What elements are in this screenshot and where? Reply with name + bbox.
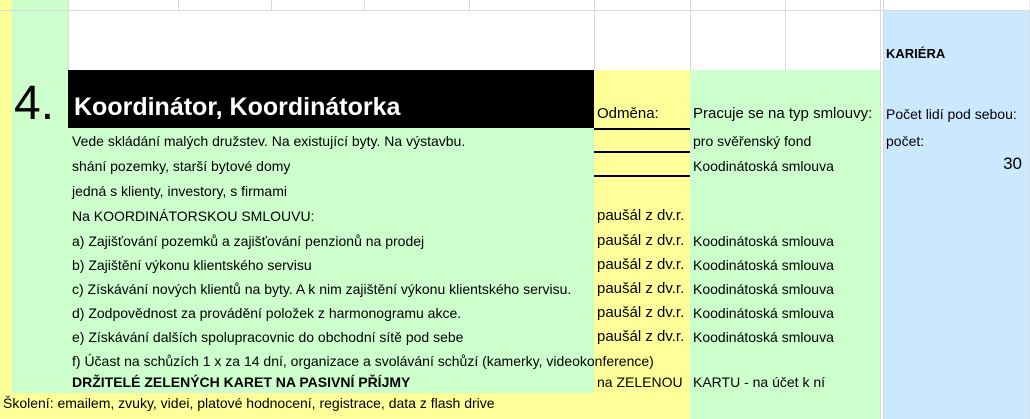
contract-header: Pracuje se na typ smlouvy:: [693, 105, 873, 122]
holders-text: DRŽITELÉ ZELENÝCH KARET NA PASIVNÍ PŘÍJMY: [72, 374, 411, 390]
row-contract: Koodinátoská smlouva: [693, 305, 834, 321]
row-desc: a) Zajišťování pozemků a zajišťování penzionů na prodej: [72, 233, 425, 249]
row-contract: pro svěřenský fond: [693, 133, 812, 149]
row-desc: f) Účast na schůzích 1 x za 14 dní, organizace a svolávání schůzí (kamerky, videokonference): [72, 353, 654, 369]
row-desc: c) Získávání nových klientů na byty. A k nim zajištění výkonu klientského servisu.: [72, 281, 572, 297]
people-label: Počet lidí pod sebou:: [886, 106, 1017, 122]
row-reward: paušál z dv.r.: [597, 256, 685, 273]
training-text: Školení: emailem, zvuky, videi, platové hodnocení, registrace, data z flash drive: [3, 395, 495, 411]
section-number: 4.: [14, 77, 55, 130]
row-reward: paušál z dv.r.: [597, 304, 685, 321]
reward-underline: [594, 151, 690, 153]
reward-label: Odměna:: [597, 105, 659, 122]
page-title: Koordinátor, Koordinátorka: [74, 93, 401, 121]
row-contract: Koodinátoská smlouva: [693, 281, 834, 297]
row-desc: shání pozemky, starší bytové domy: [72, 158, 291, 174]
career-title: KARIÉRA: [886, 46, 946, 61]
row-desc: d) Zodpovědnost za provádění položek z harmonogramu akce.: [72, 305, 462, 321]
row-desc: Na KOORDINÁTORSKOU SMLOUVU:: [72, 208, 315, 224]
row-reward: paušál z dv.r.: [597, 207, 685, 224]
count-label: počet:: [886, 133, 925, 149]
row-desc: e) Získávání dalších spolupracovnic do obchodní sítě pod sebe: [72, 329, 464, 345]
row-reward: paušál z dv.r.: [597, 328, 685, 345]
row-desc: b) Zajištění výkonu klientského servisu: [72, 257, 312, 273]
row-contract: Koodinátoská smlouva: [693, 329, 834, 345]
reward-underline: [594, 128, 690, 130]
reward-underline: [594, 175, 690, 177]
row-contract: Koodinátoská smlouva: [693, 158, 834, 174]
row-contract: Koodinátoská smlouva: [693, 233, 834, 249]
count-value: 30: [1003, 154, 1022, 173]
row-reward: paušál z dv.r.: [597, 232, 685, 249]
holders-reward: na ZELENOU: [597, 374, 683, 390]
row-desc: Vede skládání malých družstev. Na existující byty. Na výstavbu.: [72, 133, 466, 149]
holders-contract: KARTU - na účet k ní: [693, 374, 826, 390]
row-desc: jedná s klienty, investory, s firmami: [72, 183, 287, 199]
row-contract: Koodinátoská smlouva: [693, 257, 834, 273]
row-reward: paušál z dv.r.: [597, 280, 685, 297]
